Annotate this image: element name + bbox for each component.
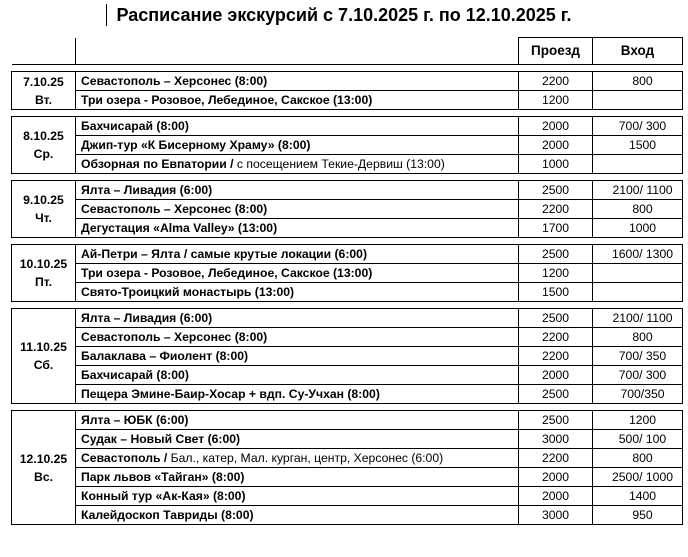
excursion-name: Ай-Петри – Ялта / самые крутые локации (6:00) <box>81 247 368 261</box>
excursion-name-cell <box>76 449 519 468</box>
excursion-name-cell <box>76 219 519 238</box>
day-cell <box>12 309 76 404</box>
excursion-name: Бахчисарай (8:00) <box>81 368 189 382</box>
fare-cell: 2200 <box>519 328 593 347</box>
day-separator <box>12 174 683 181</box>
fare-cell: 2500 <box>519 385 593 404</box>
day-cell <box>12 181 76 238</box>
entry-cell: 800 <box>593 72 683 91</box>
table-row <box>12 411 683 430</box>
entry-cell: 1600/ 1300 <box>593 245 683 264</box>
table-row <box>12 200 683 219</box>
date-label: 10.10.25 <box>19 257 68 271</box>
fare-cell: 3000 <box>519 430 593 449</box>
excursion-name-cell <box>76 264 519 283</box>
fare-cell: 2500 <box>519 411 593 430</box>
excursion-name-cell <box>76 506 519 525</box>
fare-cell: 2200 <box>519 449 593 468</box>
weekday-label: Вс. <box>34 469 53 484</box>
entry-cell: 800 <box>593 200 683 219</box>
fare-cell: 2500 <box>519 181 593 200</box>
entry-cell: 2100/ 1100 <box>593 181 683 200</box>
schedule-body <box>12 38 683 525</box>
excursion-name-cell <box>76 385 519 404</box>
table-row <box>12 468 683 487</box>
entry-cell: 2500/ 1000 <box>593 468 683 487</box>
excursion-name-cell <box>76 200 519 219</box>
fare-cell: 2200 <box>519 347 593 366</box>
text-cursor <box>106 4 107 26</box>
weekday-label: Вт. <box>35 92 52 107</box>
date-label: 12.10.25 <box>19 451 68 466</box>
excursion-name: Ялта – Ливадия (6:00) <box>81 183 213 197</box>
table-row <box>12 155 683 174</box>
entry-cell: 700/350 <box>593 385 683 404</box>
excursion-name: Обзорная по Евпатории / <box>81 157 237 171</box>
fare-cell: 1200 <box>519 91 593 110</box>
fare-cell: 2000 <box>519 136 593 155</box>
date-label: 11.10.25 <box>20 340 67 354</box>
table-row <box>12 117 683 136</box>
date-label: 7.10.25 <box>23 74 64 89</box>
fare-cell: 3000 <box>519 506 593 525</box>
table-row <box>12 245 683 264</box>
fare-cell: 1500 <box>519 283 593 302</box>
excursion-name: Ялта – ЮБК (6:00) <box>81 413 189 427</box>
day-separator <box>12 110 683 117</box>
fare-cell: 2200 <box>519 200 593 219</box>
weekday-label: Ср. <box>33 147 54 161</box>
table-row <box>12 449 683 468</box>
entry-cell: 1500 <box>593 136 683 155</box>
day-separator <box>12 404 683 411</box>
header-row <box>12 38 683 65</box>
excursion-name-cell <box>76 245 519 264</box>
table-row <box>12 264 683 283</box>
fare-column-header: Проезд <box>519 38 593 65</box>
day-cell <box>12 72 76 110</box>
excursion-name: Три озера - Розовое, Лебединое, Сакское (13:00) <box>81 266 373 280</box>
entry-cell: 950 <box>593 506 683 525</box>
excursion-name: Севастополь – Херсонес (8:00) <box>81 74 268 88</box>
excursion-name-cell <box>76 309 519 328</box>
excursion-name-cell <box>76 328 519 347</box>
entry-column-header: Вход <box>593 38 683 65</box>
day-separator <box>12 302 683 309</box>
excursion-name-cell <box>76 430 519 449</box>
excursion-details: с посещением Текие-Дервиш (13:00) <box>236 157 445 171</box>
excursion-name: Севастополь – Херсонес (8:00) <box>81 330 268 344</box>
excursion-name: Дегустация «Alma Valley» (13:00) <box>81 221 278 235</box>
excursion-name: Судак – Новый Свет (6:00) <box>81 432 241 446</box>
weekday-label: Пт. <box>34 275 53 289</box>
excursion-name: Парк львов «Тайган» (8:00) <box>81 470 245 484</box>
excursion-name-cell <box>76 91 519 110</box>
table-row <box>12 385 683 404</box>
table-row <box>12 72 683 91</box>
entry-cell: 700/ 300 <box>593 366 683 385</box>
entry-cell: 1000 <box>593 219 683 238</box>
excursion-name-cell <box>76 72 519 91</box>
table-row <box>12 91 683 110</box>
fare-cell: 1200 <box>519 264 593 283</box>
day-separator <box>12 65 683 72</box>
header-blank-cell <box>12 38 76 65</box>
table-row <box>12 347 683 366</box>
table-row <box>12 136 683 155</box>
entry-cell: 500/ 100 <box>593 430 683 449</box>
entry-cell <box>593 283 683 302</box>
excursion-name-cell <box>76 347 519 366</box>
excursion-name: Севастополь / <box>81 451 171 465</box>
excursion-details: Бал., катер, Мал. курган, центр, Херсонес (6:00) <box>170 451 444 465</box>
excursion-name: Балаклава – Фиолент (8:00) <box>81 349 249 363</box>
fare-cell: 2500 <box>519 309 593 328</box>
entry-cell <box>593 155 683 174</box>
excursion-name: Конный тур «Ак-Кая» (8:00) <box>81 489 246 503</box>
excursion-name: Пещера Эмине-Баир-Хосар + вдп. Су-Учхан (8:00) <box>81 387 380 401</box>
weekday-label: Чт. <box>35 211 52 225</box>
table-row <box>12 328 683 347</box>
excursion-name-cell <box>76 411 519 430</box>
table-row <box>12 309 683 328</box>
entry-cell: 800 <box>593 449 683 468</box>
excursion-name: Три озера - Розовое, Лебединое, Сакское (13:00) <box>81 93 373 107</box>
weekday-label: Сб. <box>33 358 54 372</box>
day-separator <box>12 238 683 245</box>
excursion-name-cell <box>76 181 519 200</box>
day-cell <box>12 117 76 174</box>
separator-cell <box>12 65 683 72</box>
fare-cell: 2000 <box>519 117 593 136</box>
entry-cell: 1200 <box>593 411 683 430</box>
date-label: 9.10.25 <box>23 193 64 207</box>
excursion-name-cell <box>76 487 519 506</box>
entry-cell: 2100/ 1100 <box>593 309 683 328</box>
excursion-name-cell <box>76 155 519 174</box>
fare-cell: 2500 <box>519 245 593 264</box>
day-cell <box>12 245 76 302</box>
table-row <box>12 366 683 385</box>
separator-cell <box>12 174 683 181</box>
entry-cell: 700/ 350 <box>593 347 683 366</box>
separator-cell <box>12 302 683 309</box>
table-row <box>12 506 683 525</box>
excursion-name: Ялта – Ливадия (6:00) <box>81 311 213 325</box>
excursion-name-cell <box>76 117 519 136</box>
table-row <box>12 283 683 302</box>
separator-cell <box>12 110 683 117</box>
entry-cell <box>593 91 683 110</box>
table-row <box>12 181 683 200</box>
entry-cell: 800 <box>593 328 683 347</box>
excursion-name: Свято-Троицкий монастырь (13:00) <box>81 285 295 299</box>
entry-cell: 1400 <box>593 487 683 506</box>
excursion-name-cell <box>76 366 519 385</box>
entry-cell <box>593 264 683 283</box>
fare-cell: 2000 <box>519 487 593 506</box>
fare-cell: 2000 <box>519 366 593 385</box>
fare-cell: 2200 <box>519 72 593 91</box>
excursion-name: Джип-тур «К Бисерному Храму» (8:00) <box>81 138 311 152</box>
fare-cell: 1000 <box>519 155 593 174</box>
excursion-name: Бахчисарай (8:00) <box>81 119 189 133</box>
excursion-name-cell <box>76 136 519 155</box>
fare-cell: 2000 <box>519 468 593 487</box>
entry-cell: 700/ 300 <box>593 117 683 136</box>
excursion-name: Калейдоскоп Тавриды (8:00) <box>81 508 254 522</box>
table-row <box>12 430 683 449</box>
excursion-name-cell <box>76 283 519 302</box>
schedule-table <box>11 37 683 525</box>
fare-cell: 1700 <box>519 219 593 238</box>
excursion-name-cell <box>76 468 519 487</box>
excursion-name: Севастополь – Херсонес (8:00) <box>81 202 268 216</box>
table-row <box>12 219 683 238</box>
day-cell <box>12 411 76 525</box>
page-title: Расписание экскурсий с 7.10.2025 г. по 12.10.2025 г. <box>116 5 572 25</box>
date-label: 8.10.25 <box>23 129 64 143</box>
table-row <box>12 487 683 506</box>
header-blank-cell <box>76 38 519 65</box>
separator-cell <box>12 404 683 411</box>
separator-cell <box>12 238 683 245</box>
